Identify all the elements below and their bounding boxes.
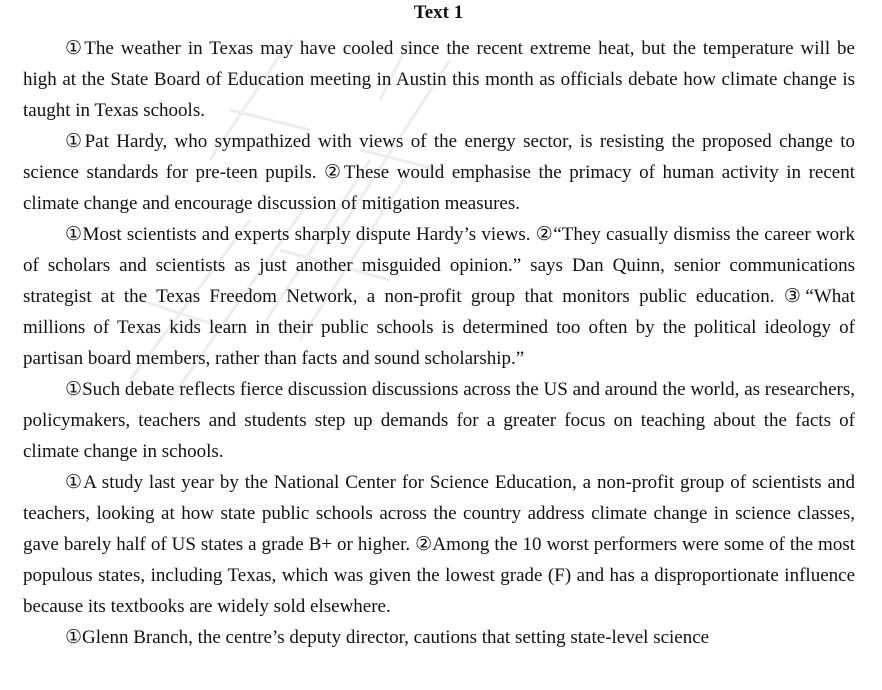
sentence: ②These would emphasise the primacy of human activity in recent climate change and encourage discussion of mitigation measures. [23, 162, 855, 214]
sentence: ①Pat Hardy, who sympathized with views of the energy sector, is resisting the proposed change to science standards for pre-teen pupils. [23, 131, 855, 183]
sentence: ①Such debate reflects fierce discussion discussions across the US and around the world, as researchers, policymakers, teachers and students step up demands for a greater focus on teaching about the facts of climate change in schools. [23, 379, 855, 462]
paragraph-3 [23, 219, 855, 374]
sentence: ②Among the 10 worst performers were some of the most populous states, including Texas, which was given the lowest grade (F) and has a disproportionate influence because its textbooks are widely sold elsewhere. [23, 534, 855, 617]
sentence: ①The weather in Texas may have cooled since the recent extreme heat, but the temperature will be high at the State Board of Education meeting in Austin this month as officials debate how climate change is taught in Texas schools. [23, 38, 855, 121]
document-title: Text 1 [413, 2, 464, 23]
paragraph-5 [23, 467, 855, 622]
sentence: ③“What millions of Texas kids learn in their public schools is determined too often by the political ideology of partisan board members, rather than facts and sound scholarship.” [23, 286, 855, 369]
paragraph-2 [23, 126, 855, 219]
paragraph-6 [23, 622, 855, 653]
sentence: ①A study last year by the National Center for Science Education, a non-profit group of scientists and teachers, looking at how state public schools across the country address climate change in science classes, gave barely half of US states a grade B+ or higher. [23, 472, 855, 555]
sentence: ②“They casually dismiss the career work of scholars and scientists as just another misguided opinion.” says Dan Quinn, senior communications strategist at the Texas Freedom Network, a non-profit group that monitors public education. [23, 224, 855, 307]
sentence: ①Most scientists and experts sharply dispute Hardy’s views. [65, 224, 536, 245]
sentence: ①Glenn Branch, the centre’s deputy director, cautions that setting state-level science [65, 627, 710, 648]
document-body [23, 33, 855, 653]
paragraph-4 [23, 374, 855, 467]
paragraph-1 [23, 33, 855, 126]
